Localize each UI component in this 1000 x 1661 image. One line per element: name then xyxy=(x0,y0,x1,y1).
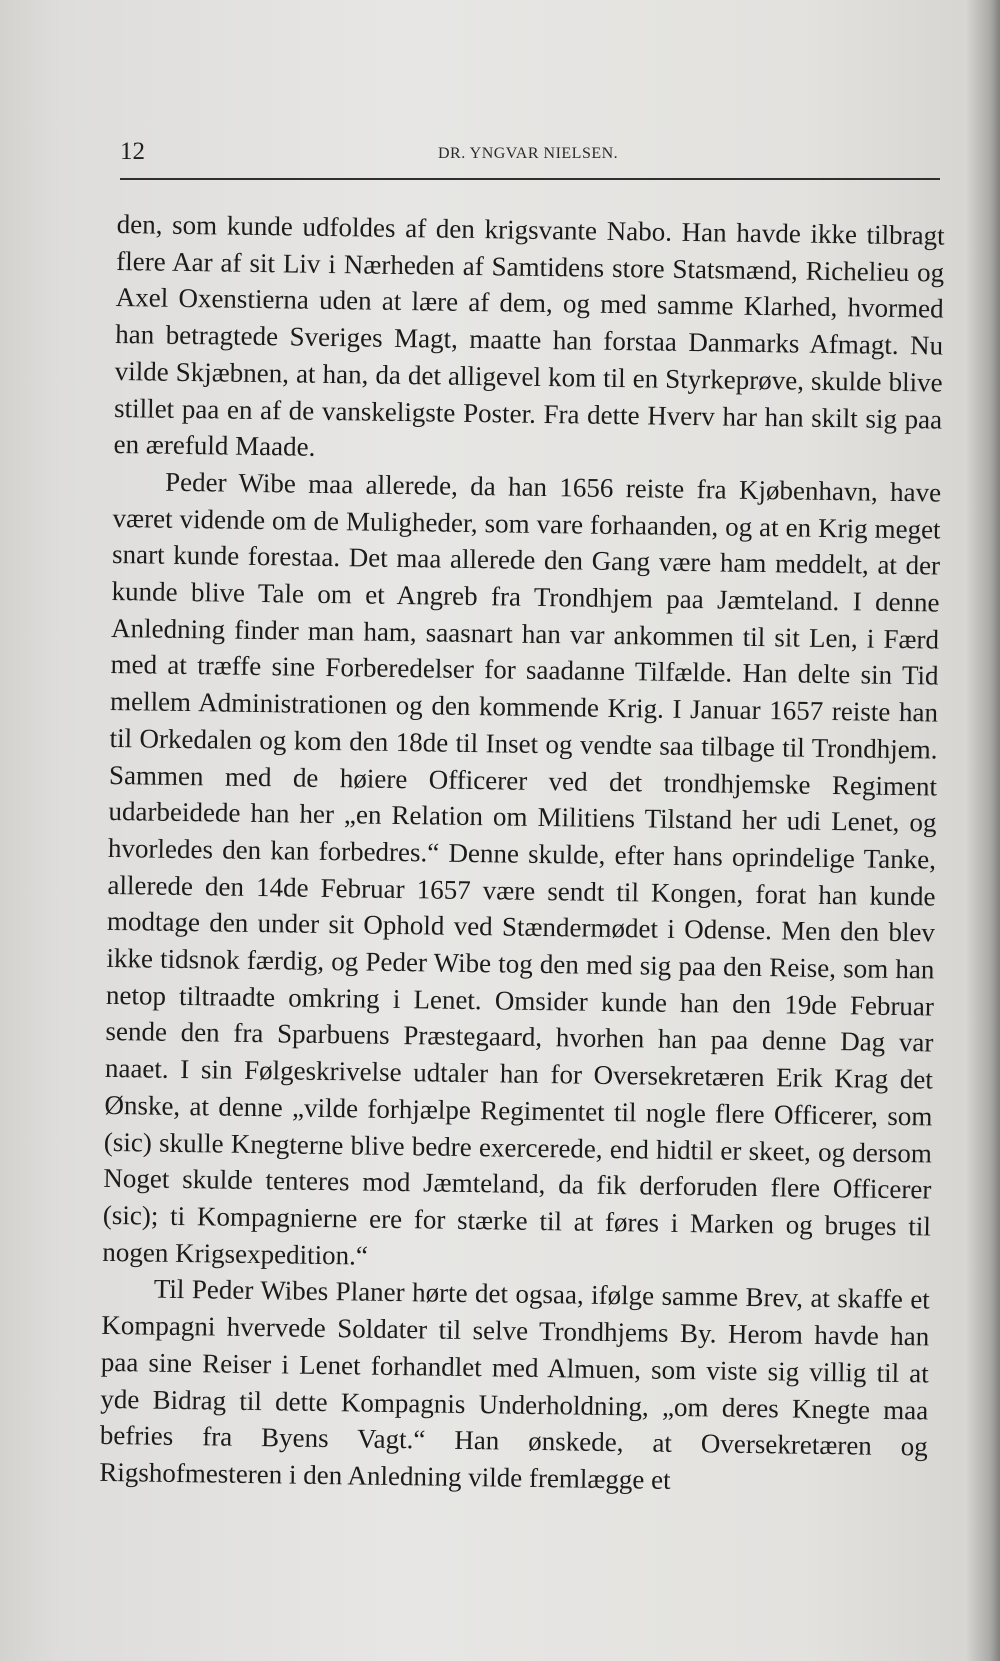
paragraph-3: Til Peder Wibes Planer hørte det ogsaa, ifølge samme Brev, at skaffe et Kompagni hvervede Soldater til selve Trondhjems By. Herom havde han paa sine Reiser i Lenet forhandlet med Almuen, som viste sig villig til at yde Bidrag til dette Kompagnis Underholdning, „om deres Knegte maa befries fra Byens Vagt.“ Han ønskede, at Oversekretæren og Rigshofmesteren i den Anledning vilde fremlægge et xyxy=(99,1274,931,1495)
running-title: DR. YNGVAR NIELSEN. xyxy=(438,145,619,162)
page-edge-shadow xyxy=(966,0,1000,1661)
header-rule xyxy=(120,178,940,180)
paragraph-2: Peder Wibe maa allerede, da han 1656 reiste fra Kjøbenhavn, have været vidende om de Muligheder, som vare forhaanden, og at en Krig meget snart kunde forestaa. Det maa allerede den Gang være ham meddelt, at der kunde blive Tale om et Angreb fra Trondhjem paa Jæmteland. I denne Anledning finder man ham, saasnart han var ankommen til sit Len, i Færd med at træffe sine Forberedelser for saadanne Tilfælde. Han delte sin Tid mellem Administrationen og den kommende Krig. I Januar 1657 reiste han til Orkedalen og kom den 18de til Inset og vendte saa tilbage til Trondhjem. Sammen med de høiere Officerer ved det trondhjemske Regiment udarbeidede han her „en Relation om Militiens Tilstand her udi Lenet, og hvorledes den kan forbedres.“ Denne skulde, efter hans oprindelige Tanke, allerede den 14de Februar 1657 være sendt til Kongen, forat han kunde modtage den under sit Ophold ved Stændermødet i Odense. Men den blev ikke tidsnok færdig, og Peder Wibe tog den med sig paa den Reise, som han netop tiltraadte omkring i Lenet. Omsider kunde han den 19de Februar sende den fra Sparbuens Præstegaard, hvorhen han paa denne Dag var naaet. I sin Følgeskrivelse udtaler han for Oversekretæren Erik Krag det Ønske, at denne „vilde forhjælpe Regimentet til nogle flere Officerer, som (sic) skulle Knegterne blive bedre exercerede, end hidtil er skeet, og dersom Noget skulde tenteres mod Jæmteland, da fik derforuden flere Officerer (sic); ti Kompagnierne ere for stærke til at føres i Marken og bruges til nogen Krigsexpedition.“ xyxy=(102,466,942,1271)
page-header xyxy=(120,138,940,184)
page-body xyxy=(98,206,945,1607)
page-number: 12 xyxy=(120,138,145,165)
paragraph-1: den, som kunde udfoldes af den krigsvante Nabo. Han havde ikke tilbragt flere Aar af sit Liv i Nærheden af Samtidens store Statsmænd, Richelieu og Axel Oxenstierna uden at lære af dem, og med samme Klarhed, hvormed han betragtede Sveriges Magt, maatte han forstaa Danmarks Afmagt. Nu vilde Skjæbnen, at han, da det alligevel kom til en Styrkeprøve, skulde blive stillet paa en af de vanskeligste Poster. Fra dette Hverv har han skilt sig paa en ærefuld Maade. xyxy=(113,208,945,463)
